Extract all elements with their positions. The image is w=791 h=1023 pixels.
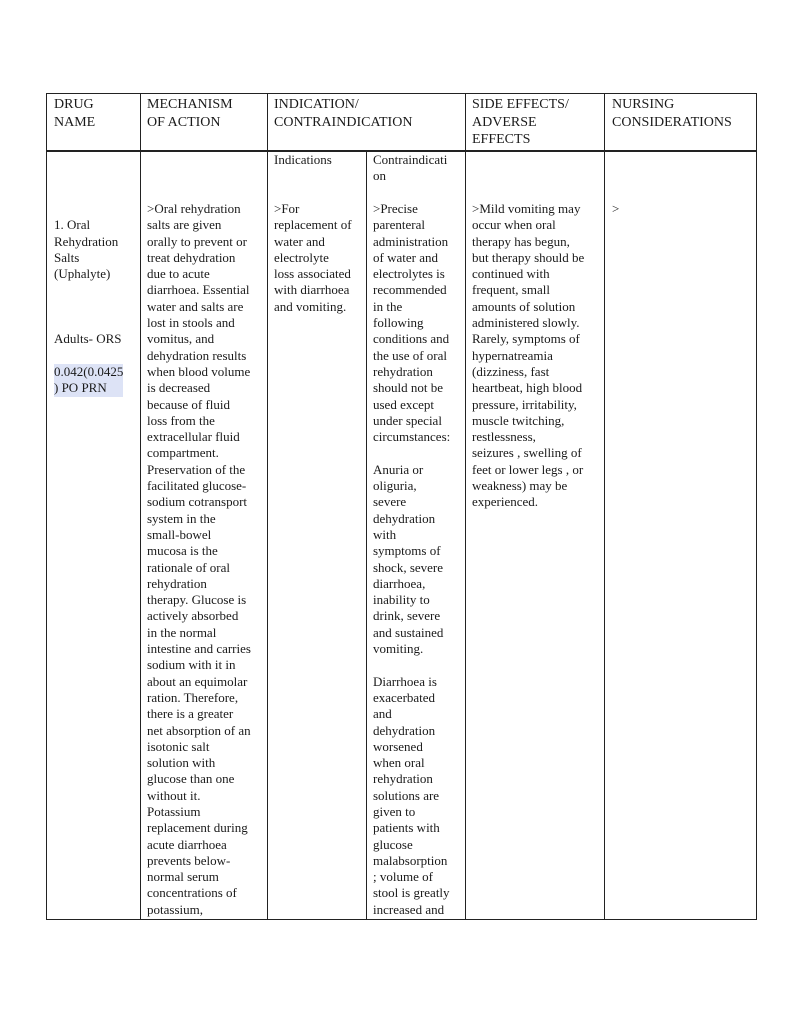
subheader-contraindications: Contraindicati on — [373, 152, 448, 184]
indications-cell: >For replacement of water and electrolyte loss associated with diarrhoea and vomiting. — [274, 201, 352, 314]
subcolumn-divider — [366, 151, 367, 919]
header-nursing-considerations: NURSING CONSIDERATIONS — [612, 97, 732, 130]
header-drug-name: DRUG NAME — [54, 97, 96, 130]
header-side-effects: SIDE EFFECTS/ ADVERSE EFFECTS — [472, 97, 569, 147]
column-divider — [604, 94, 605, 919]
nursing-cell: > — [612, 201, 620, 216]
column-divider — [465, 94, 466, 919]
subheader-indications: Indications — [274, 152, 332, 167]
dose-value: 0.042(0.0425 ) PO PRN — [54, 363, 124, 396]
mechanism-cell: >Oral rehydration salts are given orally to prevent or treat dehydration due to acute diarrhoea. Essential water and salts are lost in stools and vomitus, and dehydration results when blood volume is decreased because of fluid loss from the extracellular fluid compartment. Preservation of the facilitated glucose- sodium cotransport system in the small-bowel mucosa is the rationale of oral rehydration therapy. Glucose is actively absorbed in the normal intestine and carries sodium with it in about an equimolar ration. Therefore, there is a greater net absorption of an isotonic salt solution with glucose than one without it. Potassium replacement during acute diarrhoea prevents below- normal serum concentrations of potassium, — [147, 201, 251, 917]
header-indication-contraindication: INDICATION/ CONTRAINDICATION — [274, 97, 413, 130]
header-mechanism-of-action: MECHANISM OF ACTION — [147, 97, 233, 130]
drug-name: 1. Oral Rehydration Salts (Uphalyte) — [54, 217, 119, 282]
side-effects-cell: >Mild vomiting may occur when oral therapy has begun, but therapy should be continued with frequent, small amounts of solution administered slowly. Rarely, symptoms of hypernatreamia (dizziness, fast heartbeat, high blood pressure, irritability, muscle twitching, restlessness, seizures , swelling of feet or lower legs , or weakness) may be experienced. — [472, 201, 585, 510]
column-divider — [267, 94, 268, 919]
column-divider — [140, 94, 141, 919]
drug-study-table — [46, 93, 757, 920]
drug-name-cell — [54, 201, 138, 397]
contraindications-cell: >Precise parenteral administration of water and electrolytes is recommended in the following conditions and the use of oral rehydration should not be used except under special circumstances: Anuria or oliguria, severe dehydration with symptoms of shock, severe diarrhoea, inability to drink, severe and sustained vomiting. Diarrhoea is exacerbated and dehydration worsened when oral rehydration solutions are given to patients with glucose malabsorption ; volume of stool is greatly increased and — [373, 201, 451, 917]
dose-label: Adults- ORS — [54, 331, 122, 347]
